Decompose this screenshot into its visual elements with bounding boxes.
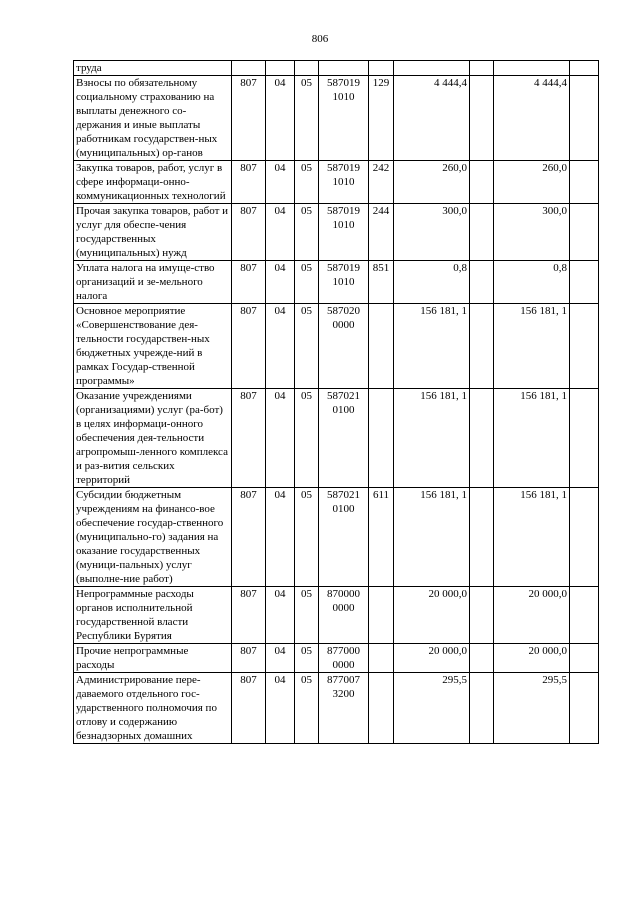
cell-section-code: 04 (266, 76, 295, 161)
cell-amount-total: 300,0 (494, 204, 570, 261)
cell-amount-total: 20 000,0 (494, 644, 570, 673)
cell-amount-total: 4 444,4 (494, 76, 570, 161)
cell-row-name: Прочие непрограммные расходы (74, 644, 232, 673)
cell-ministry-code: 807 (232, 304, 266, 389)
cell-amount: 300,0 (394, 204, 470, 261)
cell-subsection-code: 05 (295, 161, 319, 204)
cell-expense-type-code (369, 644, 394, 673)
table-row (74, 76, 599, 161)
cell-expense-type-code (369, 304, 394, 389)
cell-section-code: 04 (266, 204, 295, 261)
cell-row-name: Оказание учреждениями (организациями) услуг (ра-бот) в целях информаци-онного обеспечения дея-тельности агропромыш-ленного комплекса и раз-вития сельских территорий (74, 389, 232, 488)
cell-expense-type-code (369, 61, 394, 76)
cell-amount-total: 156 181, 1 (494, 488, 570, 587)
cell-subsection-code: 05 (295, 389, 319, 488)
cell-section-code: 04 (266, 389, 295, 488)
cell-amount-total (494, 61, 570, 76)
cell-target-article-code: 877007 3200 (319, 673, 369, 744)
table-row (74, 61, 599, 76)
cell-amount-total: 156 181, 1 (494, 389, 570, 488)
cell-amount-col-2 (470, 61, 494, 76)
cell-section-code (266, 61, 295, 76)
cell-section-code: 04 (266, 488, 295, 587)
cell-row-name: труда (74, 61, 232, 76)
cell-amount: 20 000,0 (394, 587, 470, 644)
cell-target-article-code: 587021 0100 (319, 488, 369, 587)
cell-subsection-code: 05 (295, 488, 319, 587)
cell-target-article-code: 877000 0000 (319, 644, 369, 673)
cell-row-name: Уплата налога на имуще-ство организаций и зе-мельного налога (74, 261, 232, 304)
cell-ministry-code: 807 (232, 261, 266, 304)
cell-expense-type-code: 611 (369, 488, 394, 587)
cell-amount: 20 000,0 (394, 644, 470, 673)
cell-subsection-code: 05 (295, 587, 319, 644)
cell-amount-col-2 (470, 587, 494, 644)
cell-ministry-code: 807 (232, 673, 266, 744)
cell-subsection-code (295, 61, 319, 76)
cell-amount-col-4 (570, 488, 599, 587)
cell-section-code: 04 (266, 587, 295, 644)
cell-subsection-code: 05 (295, 673, 319, 744)
table-row (74, 261, 599, 304)
cell-expense-type-code: 129 (369, 76, 394, 161)
cell-amount: 156 181, 1 (394, 488, 470, 587)
cell-amount: 156 181, 1 (394, 389, 470, 488)
page-number: 806 (311, 33, 329, 45)
cell-expense-type-code (369, 389, 394, 488)
cell-amount-col-4 (570, 161, 599, 204)
cell-target-article-code: 587021 0100 (319, 389, 369, 488)
cell-amount-col-4 (570, 673, 599, 744)
cell-ministry-code: 807 (232, 389, 266, 488)
cell-target-article-code: 870000 0000 (319, 587, 369, 644)
cell-ministry-code: 807 (232, 76, 266, 161)
cell-target-article-code: 587019 1010 (319, 204, 369, 261)
cell-section-code: 04 (266, 261, 295, 304)
cell-amount: 4 444,4 (394, 76, 470, 161)
table-row (74, 389, 599, 488)
cell-amount: 295,5 (394, 673, 470, 744)
cell-amount-col-4 (570, 76, 599, 161)
cell-subsection-code: 05 (295, 76, 319, 161)
cell-section-code: 04 (266, 161, 295, 204)
cell-amount: 0,8 (394, 261, 470, 304)
cell-amount-col-2 (470, 673, 494, 744)
cell-ministry-code: 807 (232, 488, 266, 587)
cell-ministry-code: 807 (232, 644, 266, 673)
cell-amount-total: 156 181, 1 (494, 304, 570, 389)
cell-subsection-code: 05 (295, 261, 319, 304)
table-row (74, 488, 599, 587)
cell-target-article-code: 587020 0000 (319, 304, 369, 389)
cell-amount-col-4 (570, 304, 599, 389)
cell-row-name: Субсидии бюджетным учреждениям на финансо-вое обеспечение государ-ственного (муниципально-го) задания на оказание государственных (муници-пальных) услуг (выполне-ние работ) (74, 488, 232, 587)
cell-expense-type-code: 244 (369, 204, 394, 261)
cell-amount-col-2 (470, 76, 494, 161)
table-row (74, 644, 599, 673)
cell-expense-type-code: 851 (369, 261, 394, 304)
cell-subsection-code: 05 (295, 304, 319, 389)
cell-amount-col-4 (570, 587, 599, 644)
table-row (74, 161, 599, 204)
budget-table (73, 60, 599, 744)
table-row (74, 204, 599, 261)
cell-amount-col-4 (570, 61, 599, 76)
cell-amount-col-2 (470, 389, 494, 488)
cell-amount (394, 61, 470, 76)
table-row (74, 673, 599, 744)
cell-section-code: 04 (266, 644, 295, 673)
table-row (74, 304, 599, 389)
cell-ministry-code: 807 (232, 161, 266, 204)
cell-amount-col-4 (570, 204, 599, 261)
cell-expense-type-code (369, 587, 394, 644)
cell-expense-type-code (369, 673, 394, 744)
cell-row-name: Администрирование пере-даваемого отдельного гос-ударственного полномочия по отлову и содержанию безнадзорных домашних (74, 673, 232, 744)
cell-amount-col-4 (570, 261, 599, 304)
cell-amount-col-2 (470, 204, 494, 261)
cell-amount: 260,0 (394, 161, 470, 204)
cell-amount-col-2 (470, 261, 494, 304)
cell-subsection-code: 05 (295, 644, 319, 673)
cell-row-name: Основное мероприятие «Совершенствование дея-тельности государствен-ных бюджетных учрежде-ний в рамках Государ-ственной программы» (74, 304, 232, 389)
table-row (74, 587, 599, 644)
cell-ministry-code: 807 (232, 204, 266, 261)
cell-expense-type-code: 242 (369, 161, 394, 204)
cell-amount-col-4 (570, 644, 599, 673)
cell-section-code: 04 (266, 673, 295, 744)
cell-row-name: Прочая закупка товаров, работ и услуг для обеспе-чения государственных (муниципальных) нужд (74, 204, 232, 261)
cell-amount-total: 20 000,0 (494, 587, 570, 644)
cell-amount-col-4 (570, 389, 599, 488)
cell-target-article-code: 587019 1010 (319, 76, 369, 161)
cell-amount: 156 181, 1 (394, 304, 470, 389)
cell-amount-total: 260,0 (494, 161, 570, 204)
cell-row-name: Непрограммные расходы органов исполнительной государственной власти Республики Бурятия (74, 587, 232, 644)
cell-amount-col-2 (470, 304, 494, 389)
cell-amount-col-2 (470, 161, 494, 204)
cell-row-name: Взносы по обязательному социальному страхованию на выплаты денежного со-держания и иные выплаты работникам государствен-ных (муниципальных) ор-ганов (74, 76, 232, 161)
cell-row-name: Закупка товаров, работ, услуг в сфере информаци-онно-коммуникационных технологий (74, 161, 232, 204)
cell-target-article-code: 587019 1010 (319, 261, 369, 304)
cell-target-article-code (319, 61, 369, 76)
cell-ministry-code (232, 61, 266, 76)
cell-amount-total: 295,5 (494, 673, 570, 744)
cell-ministry-code: 807 (232, 587, 266, 644)
cell-target-article-code: 587019 1010 (319, 161, 369, 204)
cell-amount-col-2 (470, 488, 494, 587)
cell-amount-total: 0,8 (494, 261, 570, 304)
cell-subsection-code: 05 (295, 204, 319, 261)
cell-amount-col-2 (470, 644, 494, 673)
cell-section-code: 04 (266, 304, 295, 389)
